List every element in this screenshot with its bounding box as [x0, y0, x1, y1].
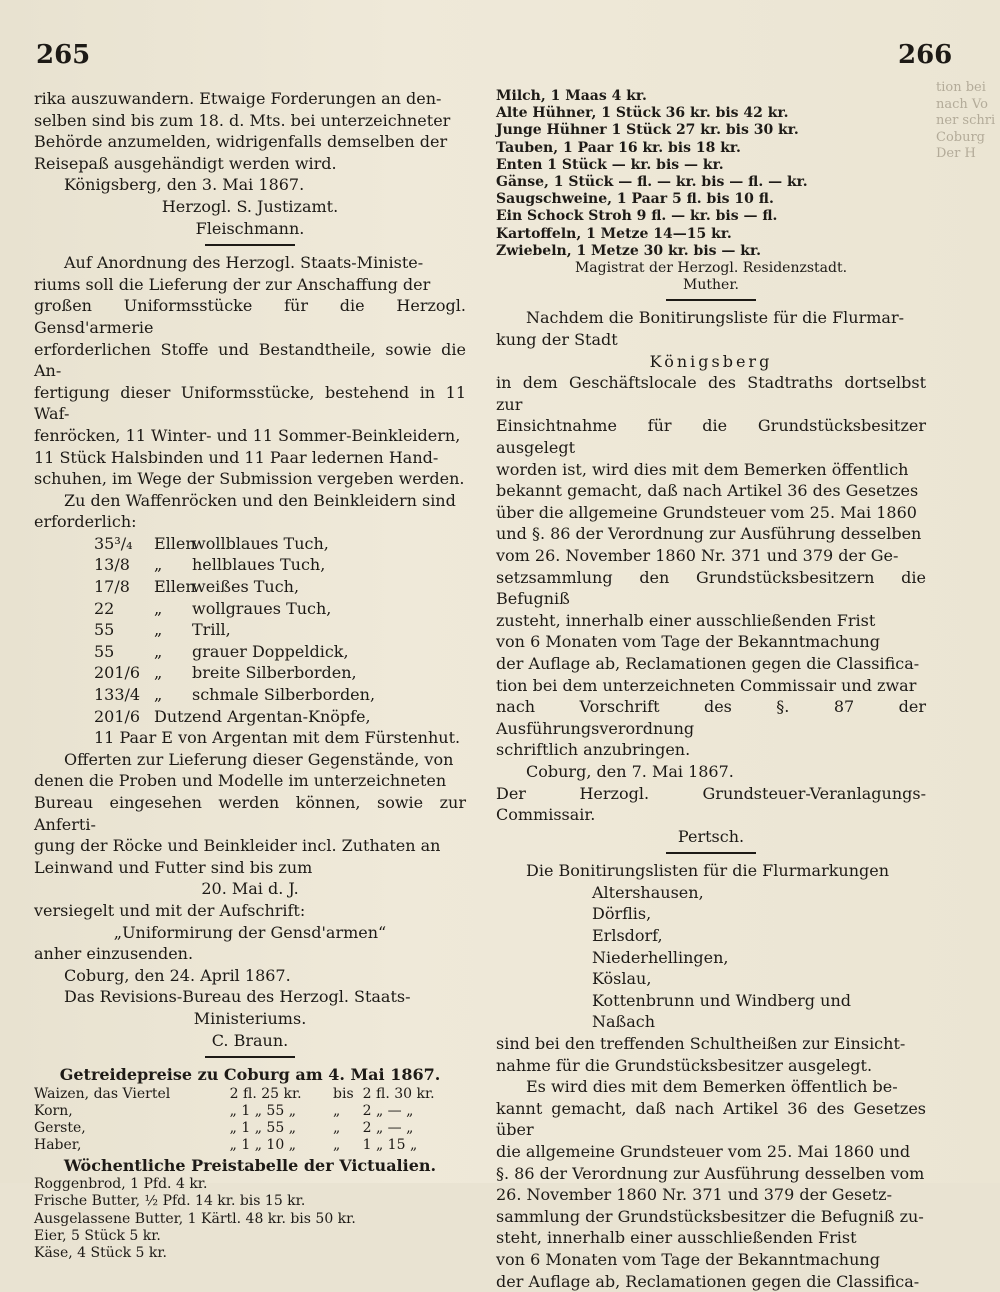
victual-prices-continued: [496, 88, 926, 294]
quantity: 201/6: [94, 706, 141, 726]
quantity: 13/8: [94, 555, 130, 575]
text-line: schuhen, im Wege der Submission vergeben werden.: [34, 469, 465, 489]
price-line: Frische Butter, ½ Pfd. 14 kr. bis 15 kr.: [34, 1193, 306, 1210]
text-line: sind bei den treffenden Schultheißen zur Einsicht-: [496, 1034, 906, 1054]
price-line: Zwiebeln, 1 Metze 30 kr. bis — kr.: [496, 242, 761, 259]
text-line: Nachdem die Bonitirungsliste für die Flurmar-: [526, 308, 904, 328]
quantity: 55: [94, 620, 115, 640]
table-row: [34, 1137, 466, 1154]
quantity: 22: [94, 598, 115, 618]
text-line: erforderlich:: [34, 512, 137, 532]
quantity: 201/6: [94, 663, 141, 683]
town-name: Königsberg: [649, 351, 773, 371]
price-line: Alte Hühner, 1 Stück 36 kr. bis 42 kr.: [496, 105, 789, 122]
envelope-label: „Uniformirung der Gensd'armen“: [113, 922, 387, 942]
text-line: über die allgemeine Grundsteuer vom 25. Mai 1860: [496, 502, 917, 522]
text-line: Der H: [936, 146, 976, 162]
page-number-left: 265: [36, 40, 91, 70]
list-item: Erlsdorf,: [592, 926, 663, 946]
text-line: gung der Röcke und Beinkleider incl. Zuthaten an: [34, 836, 441, 856]
price-line: Tauben, 1 Paar 16 kr. bis 18 kr.: [496, 139, 741, 156]
text-line: schriftlich anzubringen.: [496, 740, 691, 760]
text-line: Zu den Waffenröcken und den Beinkleidern sind: [64, 490, 456, 510]
price-line: Kartoffeln, 1 Metze 14—15 kr.: [496, 225, 732, 242]
text-line: rika auszuwandern. Etwaige Forderungen an den-: [34, 89, 442, 108]
text-line: von 6 Monaten vom Tage der Bekanntmachung: [496, 1249, 880, 1269]
unit: Ellen: [154, 577, 196, 597]
grain-prices: [34, 1064, 466, 1262]
text-line: anher einzusenden.: [34, 944, 194, 964]
unit: Ellen: [154, 533, 196, 553]
text-line: großen Uniformsstücke für die Herzogl. Gensd'armerie: [34, 296, 466, 337]
text-line: sammlung der Grundstücksbesitzer die Befugniß zu-: [496, 1206, 924, 1226]
notice-emigration: [34, 88, 466, 239]
unit: „: [154, 685, 163, 705]
material-item: [94, 662, 466, 684]
description: 11 Paar E von Argentan mit dem Fürstenhut.: [94, 728, 461, 748]
place-date: Coburg, den 24. April 1867.: [64, 965, 291, 985]
text-line: §. 86 der Verordnung zur Ausführung desselben vom: [496, 1163, 925, 1183]
material-item: [94, 554, 466, 576]
quantity: 55: [94, 641, 115, 661]
section-divider: [666, 852, 756, 854]
unit: „: [154, 641, 163, 661]
text-line: Die Bonitirungslisten für die Flurmarkungen: [526, 861, 890, 881]
signature: Muther.: [683, 277, 739, 294]
material-item: [94, 684, 466, 706]
table-cell: 2 „ — „: [362, 1120, 414, 1137]
price-line: Enten 1 Stück — kr. bis — kr.: [496, 156, 724, 173]
place-date: Königsberg, den 3. Mai 1867.: [64, 175, 305, 195]
signature: C. Braun.: [211, 1030, 289, 1050]
text-line: Leinwand und Futter sind bis zum: [34, 857, 313, 877]
signature: Fleischmann.: [195, 218, 305, 238]
table-cell: 1 „ 15 „: [362, 1137, 418, 1154]
section-divider: [666, 299, 756, 301]
text-line: selben sind bis zum 18. d. Mts. bei unterzeichneter: [34, 110, 451, 130]
text-line: die allgemeine Grundsteuer vom 25. Mai 1860 und: [496, 1142, 911, 1161]
unit: „: [154, 598, 163, 618]
text-line: in dem Geschäftslocale des Stadtraths dortselbst zur: [496, 373, 926, 414]
price-line: Ein Schock Stroh 9 fl. — kr. bis — fl.: [496, 208, 778, 225]
materials-list: [34, 533, 466, 749]
list-item: Niederhellingen,: [592, 947, 729, 967]
list-item: Köslau,: [592, 969, 652, 989]
quantity: 35³/₄: [94, 533, 133, 553]
list-item: Altershausen,: [592, 882, 704, 902]
grain-price-table: [34, 1086, 466, 1155]
text-line: nach Vorschrift des §. 87 der Ausführungsverordnung: [496, 697, 926, 738]
table-cell: Haber,: [34, 1137, 82, 1154]
table-cell: Waizen, das Viertel: [34, 1085, 171, 1102]
price-line: Saugschweine, 1 Paar 5 fl. bis 10 fl.: [496, 191, 774, 208]
table-cell: 2 „ — „: [362, 1102, 414, 1119]
material-item: [94, 598, 466, 620]
unit: „: [154, 663, 163, 683]
text-line: Es wird dies mit dem Bemerken öffentlich be-: [526, 1077, 898, 1097]
text-line: fertigung dieser Uniformsstücke, bestehend in 11 Waf-: [34, 382, 466, 424]
description: weißes Tuch,: [192, 577, 300, 597]
table-cell: „ 1 „ 55 „: [229, 1102, 296, 1119]
text-line: der Auflage ab, Reclamationen gegen die Classifica-: [496, 653, 920, 673]
text-line: Behörde anzumelden, widrigenfalls demselben der: [34, 132, 448, 152]
table-cell: „: [333, 1120, 341, 1137]
text-line: nahme für die Grundstücksbesitzer ausgelegt.: [496, 1055, 873, 1075]
description: breite Silberborden,: [192, 663, 357, 683]
notice-koenigsberg: [496, 307, 926, 847]
text-line: fenröcken, 11 Winter- und 11 Sommer-Beinkleidern,: [34, 425, 461, 445]
material-item: [94, 619, 466, 641]
description: schmale Silberborden,: [192, 685, 376, 705]
material-item: [94, 533, 466, 555]
table-row: [34, 1103, 466, 1120]
text-line: vom 26. November 1860 Nr. 371 und 379 der Ge-: [496, 545, 899, 565]
table-cell: „ 1 „ 55 „: [229, 1120, 296, 1137]
table-cell: „ 1 „ 10 „: [229, 1137, 296, 1154]
material-item: [94, 576, 466, 598]
right-column: [496, 88, 926, 1292]
text-line: Coburg: [936, 129, 986, 145]
text-line: Einsichtnahme für die Grundstücksbesitzer ausgelegt: [496, 416, 926, 457]
price-line: Milch, 1 Maas 4 kr.: [496, 88, 647, 104]
description: Dutzend Argentan-Knöpfe,: [154, 706, 371, 726]
price-line: Roggenbrod, 1 Pfd. 4 kr.: [34, 1176, 208, 1193]
text-line: Offerten zur Lieferung dieser Gegenstände, von: [64, 749, 454, 769]
text-line: kannt gemacht, daß nach Artikel 36 des Gesetzes über: [496, 1098, 926, 1140]
table-row: [34, 1086, 466, 1103]
text-line: nach Vo: [936, 96, 988, 112]
table-cell: 2 fl. 25 kr.: [229, 1085, 302, 1102]
place-list: [496, 882, 926, 1033]
description: wollblaues Tuch,: [192, 533, 329, 553]
issuing-office: Magistrat der Herzogl. Residenzstadt.: [574, 260, 848, 277]
description: wollgraues Tuch,: [192, 598, 332, 618]
deadline-date: 20. Mai d. J.: [201, 879, 299, 899]
text-line: ner schri: [936, 113, 996, 129]
list-item: Kottenbrunn und Windberg und: [592, 990, 851, 1010]
notice-uniform-submission: [34, 252, 466, 1051]
text-line: riums soll die Lieferung der zur Anschaffung der: [34, 274, 431, 294]
text-line: tion bei: [936, 80, 986, 95]
issuing-office: Das Revisions-Bureau des Herzogl. Staats-: [64, 987, 411, 1007]
quantity: 17/8: [94, 577, 130, 597]
quantity: 133/4: [94, 685, 141, 705]
text-line: bekannt gemacht, daß nach Artikel 36 des Gesetzes: [496, 481, 919, 501]
text-line: versiegelt und mit der Aufschrift:: [34, 900, 306, 920]
text-line: Reisepaß ausgehändigt werden wird.: [34, 153, 337, 173]
text-line: zusteht, innerhalb einer ausschließenden Frist: [496, 610, 876, 630]
text-line: Auf Anordnung des Herzogl. Staats-Ministe-: [64, 253, 424, 273]
list-item: Naßach: [592, 1012, 656, 1032]
material-item: [94, 706, 466, 728]
text-line: worden ist, wird dies mit dem Bemerken öffentlich: [496, 459, 909, 479]
list-item: Dörflis,: [592, 904, 652, 924]
table-cell: bis: [333, 1085, 354, 1102]
table-cell: „: [333, 1102, 341, 1119]
unit: „: [154, 620, 163, 640]
table-row: [34, 1120, 466, 1137]
price-line: Gänse, 1 Stück — fl. — kr. bis — fl. — kr.: [496, 174, 808, 191]
description: hellblaues Tuch,: [192, 555, 326, 575]
table-cell: „: [333, 1137, 341, 1154]
table-cell: Gerste,: [34, 1120, 86, 1137]
price-line: Käse, 4 Stück 5 kr.: [34, 1244, 167, 1261]
table-cell: 2 fl. 30 kr.: [362, 1085, 435, 1102]
text-line: denen die Proben und Modelle im unterzeichneten: [34, 771, 447, 791]
place-date: Coburg, den 7. Mai 1867.: [526, 761, 734, 781]
signature: Pertsch.: [677, 826, 745, 846]
text-line: der Auflage ab, Reclamationen gegen die Classifica-: [496, 1271, 920, 1291]
section-title: Getreidepreise zu Coburg am 4. Mai 1867.: [59, 1065, 441, 1085]
text-line: setzsammlung den Grundstücksbesitzern die Befugniß: [496, 567, 926, 609]
issuing-office: Der Herzogl. Grundsteuer-Veranlagungs-Commissair.: [496, 783, 926, 825]
issuing-office: Herzogl. S. Justizamt.: [161, 196, 339, 216]
material-item: [94, 727, 466, 749]
price-line: Ausgelassene Butter, 1 Kärtl. 48 kr. bis 50 kr.: [34, 1210, 356, 1227]
text-line: kung der Stadt: [496, 330, 618, 350]
text-line: tion bei dem unterzeichneten Commissair und zwar: [496, 675, 917, 695]
text-line: und §. 86 der Verordnung zur Ausführung desselben: [496, 524, 922, 544]
facing-page-bleed-through: [936, 80, 1000, 580]
price-line: Eier, 5 Stück 5 kr.: [34, 1227, 161, 1244]
description: grauer Doppeldick,: [192, 641, 349, 661]
left-column: [34, 88, 466, 1262]
text-line: Bureau eingesehen werden können, sowie zur Anferti-: [34, 793, 466, 834]
table-cell: Korn,: [34, 1102, 73, 1119]
description: Trill,: [192, 620, 231, 640]
section-title: Wöchentliche Preistabelle der Victualien.: [63, 1155, 437, 1175]
text-line: von 6 Monaten vom Tage der Bekanntmachung: [496, 632, 880, 652]
section-divider: [205, 244, 295, 246]
issuing-office: Ministeriums.: [193, 1008, 307, 1028]
page-number-right: 266: [898, 40, 953, 70]
section-divider: [205, 1056, 295, 1058]
material-item: [94, 641, 466, 663]
text-line: erforderlichen Stoffe und Bestandtheile, sowie die An-: [34, 339, 466, 381]
text-line: steht, innerhalb einer ausschließenden Frist: [496, 1228, 857, 1248]
text-line: 11 Stück Halsbinden und 11 Paar ledernen Hand-: [34, 447, 439, 467]
price-line: Junge Hühner 1 Stück 27 kr. bis 30 kr.: [496, 122, 799, 139]
text-line: 26. November 1860 Nr. 371 und 379 der Gesetz-: [496, 1185, 892, 1205]
notice-flurmarkungen: [496, 860, 926, 1292]
unit: „: [154, 555, 163, 575]
